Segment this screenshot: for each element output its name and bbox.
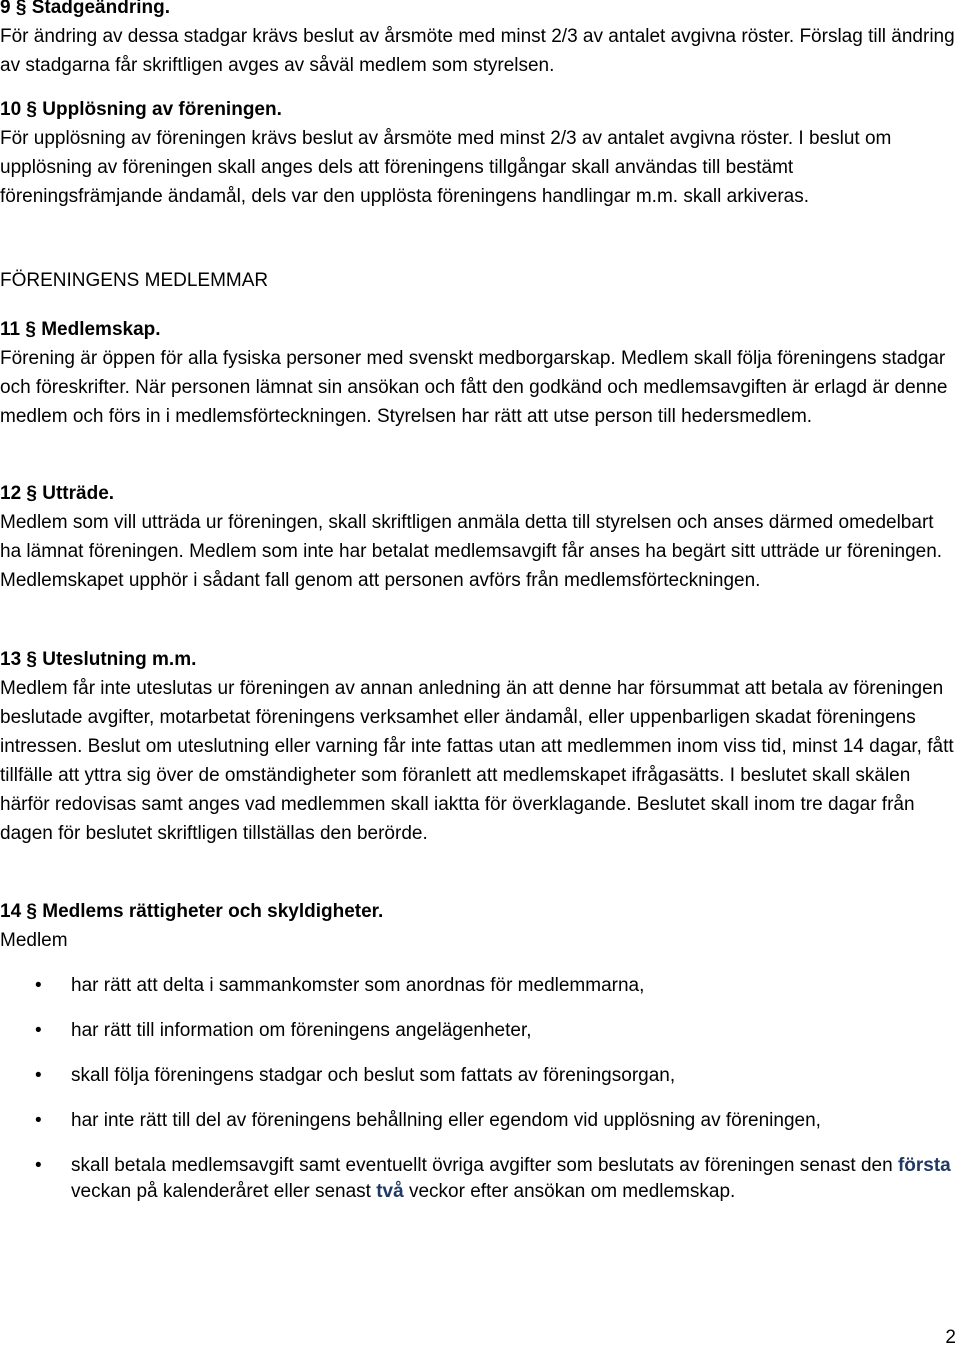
rights-list bbox=[0, 973, 958, 1224]
section-11-text: Förening är öppen för alla fysiska personer med svenskt medborgarskap. Medlem skall följa föreningens stadgar och föreskrifter. När personen lämnat sin ansökan och fått den godkänd och medlemsavgiften är erlagd är denne medlem och förs in i medlemsförteckningen. Styrelsen har rätt att utse person till hedersmedlem. bbox=[0, 348, 948, 427]
section-12-heading: 12 § Utträde. bbox=[0, 483, 115, 504]
section-14-intro: Medlem bbox=[0, 930, 68, 951]
page-number: 2 bbox=[945, 1327, 956, 1348]
list-item bbox=[0, 1153, 958, 1205]
list-item bbox=[0, 1063, 958, 1089]
list-item-text: skall följa föreningens stadgar och beslut som fattats av föreningsorgan, bbox=[71, 1065, 676, 1086]
members-section bbox=[0, 266, 958, 295]
bullet-icon: • bbox=[35, 1065, 42, 1086]
section-10-heading: 10 § Upplösning av föreningen. bbox=[0, 99, 282, 120]
members-heading: FÖRENINGENS MEDLEMMAR bbox=[0, 270, 269, 291]
list-item-text-part: skall betala medlemsavgift samt eventuellt övriga avgifter som beslutats av föreningen senast den bbox=[71, 1155, 898, 1176]
list-item-text-part: veckan på kalenderåret eller senast bbox=[71, 1181, 377, 1202]
bullet-icon: • bbox=[35, 1155, 42, 1176]
list-item bbox=[0, 973, 958, 999]
section-9 bbox=[0, 0, 958, 80]
list-item-text-part: veckor efter ansökan om medlemskap. bbox=[403, 1181, 736, 1202]
section-13-heading: 13 § Uteslutning m.m. bbox=[0, 649, 197, 670]
list-item bbox=[0, 1108, 958, 1134]
highlight-two-weeks: två bbox=[376, 1181, 404, 1202]
section-10-text: För upplösning av föreningen krävs beslut av årsmöte med minst 2/3 av antalet avgivna röster. I beslut om upplösning av föreningen skall anges dels att föreningens tillgångar skall användas till bestämt föreningsfrämjande ändamål, dels var den upplösta föreningens handlingar m.m. skall arkiveras. bbox=[0, 128, 892, 207]
section-13-text: Medlem får inte uteslutas ur föreningen av annan anledning än att denne har försummat att betala av föreningen beslutade avgifter, motarbetat föreningens verksamhet eller ändamål, eller uppenbarligen skadat föreningens intressen. Beslut om uteslutning eller varning får inte fattas utan att medlemmen inom viss tid, minst 14 dagar, fått tillfälle att yttra sig över de omständigheter som föranlett att medlemskapet ifrågasätts. I beslutet skall skälen härför redovisas samt anges vad medlemmen skall iaktta för överklagande. Beslutet skall inom tre dagar från dagen för beslutet skriftligen tillställas den berörde. bbox=[0, 678, 954, 844]
bullet-icon: • bbox=[35, 1110, 42, 1131]
section-13 bbox=[0, 645, 958, 848]
bullet-icon: • bbox=[35, 975, 42, 996]
section-9-text: För ändring av dessa stadgar krävs beslut av årsmöte med minst 2/3 av antalet avgivna röster. Förslag till ändring av stadgarna får skriftligen avges av såväl medlem som styrelsen. bbox=[0, 26, 955, 76]
section-12 bbox=[0, 479, 958, 595]
highlight-first-week: första bbox=[897, 1155, 951, 1176]
section-11-heading: 11 § Medlemskap. bbox=[0, 319, 161, 340]
bullet-icon: • bbox=[35, 1020, 42, 1041]
list-item bbox=[0, 1018, 958, 1044]
list-item-text: har rätt att delta i sammankomster som anordnas för medlemmarna, bbox=[71, 975, 645, 996]
section-10 bbox=[0, 95, 958, 211]
list-item-text: har inte rätt till del av föreningens behållning eller egendom vid upplösning av föreningen, bbox=[71, 1110, 821, 1131]
section-9-heading: 9 § Stadgeändring. bbox=[0, 0, 170, 18]
section-12-text: Medlem som vill utträda ur föreningen, skall skriftligen anmäla detta till styrelsen och anses därmed omedelbart ha lämnat föreningen. Medlem som inte har betalat medlemsavgift får anses ha begärt sitt utträde ur föreningen. Medlemskapet upphör i sådant fall genom att personen avförs från medlemsförteckningen. bbox=[0, 512, 943, 591]
section-11 bbox=[0, 315, 958, 431]
section-14-heading: 14 § Medlems rättigheter och skyldigheter. bbox=[0, 901, 384, 922]
section-14 bbox=[0, 897, 958, 955]
list-item-text: har rätt till information om föreningens angelägenheter, bbox=[71, 1020, 532, 1041]
